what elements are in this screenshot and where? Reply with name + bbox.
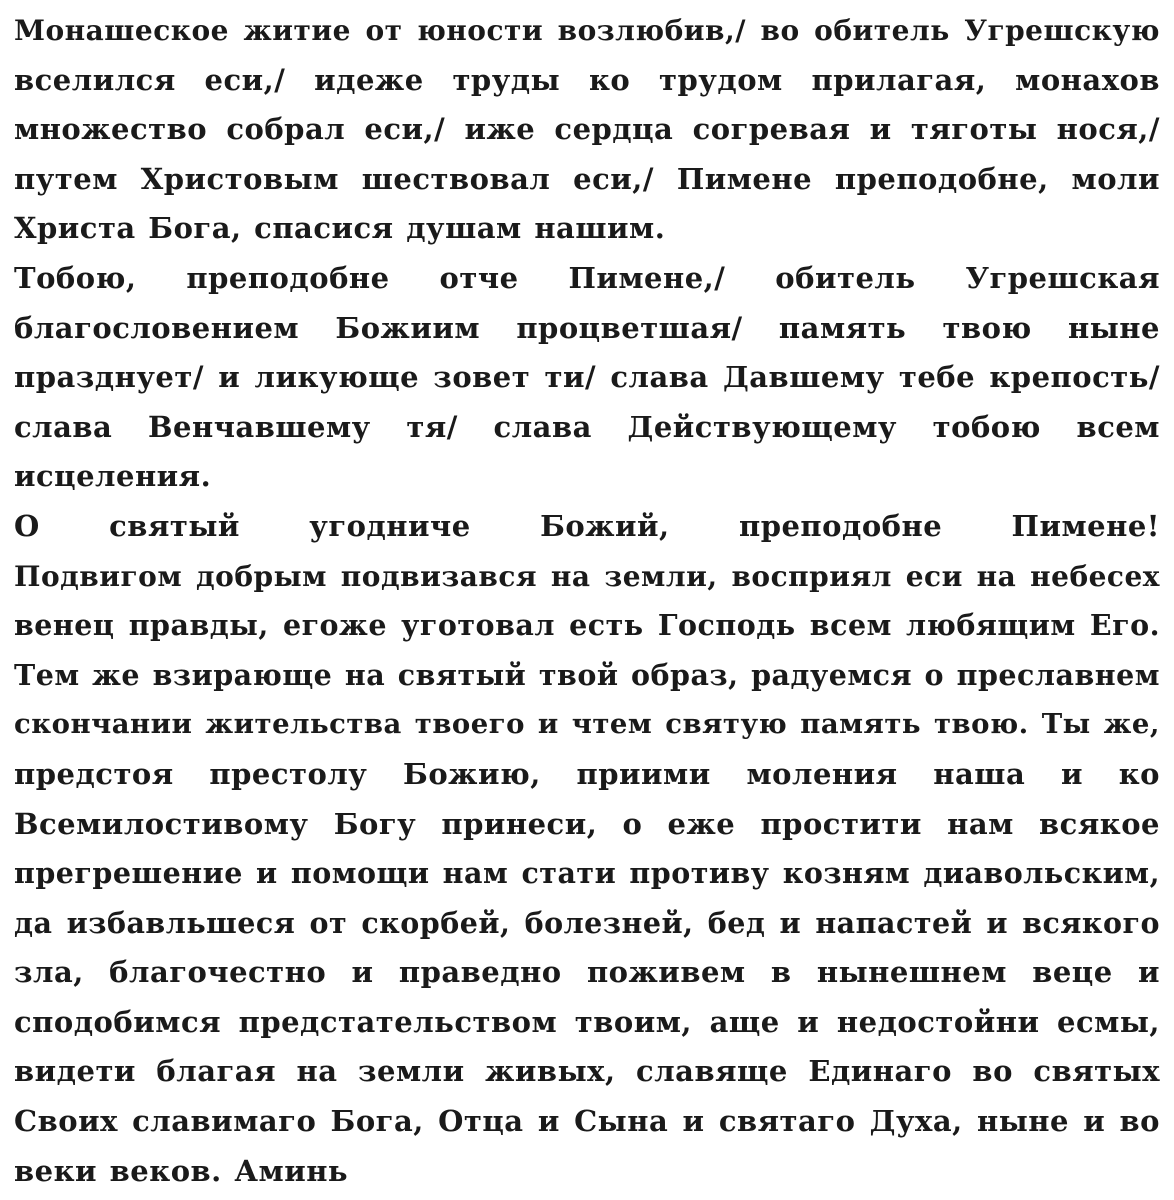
text-line: прегрешение и помощи нам стати противу козням диавольским, xyxy=(14,856,1160,891)
text-line: множество собрал еси,/ иже сердца согревая и тяготы нося,/ xyxy=(14,112,1160,147)
text-line: Подвигом добрым подвизався на земли, восприял еси на небесех xyxy=(14,559,1160,593)
prayer-paragraph xyxy=(14,502,1160,1196)
text-line: путем Христовым шествовал еси,/ Пимене преподобне, моли xyxy=(14,161,1160,196)
text-line: слава Венчавшему тя/ слава Действующему тобою всем xyxy=(14,409,1160,444)
text-line: да избавльшеся от скорбей, болезней, бед и напастей и всякого xyxy=(14,905,1160,940)
text-line: празднует/ и ликующе зовет ти/ слава Давшему тебе крепость/ xyxy=(14,360,1160,395)
text-line: Монашеское житие от юности возлюбив,/ во обитель Угрешскую xyxy=(14,14,1160,47)
text-line: венец правды, егоже уготовал есть Господь всем любящим Его. xyxy=(14,608,1160,643)
text-line: сподобимся предстательством твоим, аще и недостойни есмы, xyxy=(14,1004,1160,1039)
text-line: Своих славимаго Бога, Отца и Сына и святаго Духа, ныне и во xyxy=(14,1104,1160,1139)
text-line: О святый угодниче Божий, преподобне Пимене! xyxy=(14,508,1160,543)
text-line: скончании жительства твоего и чтем святую память твою. Ты же, xyxy=(14,708,1160,741)
text-line: исцеления. xyxy=(14,459,212,494)
text-line: Тем же взирающе на святый твой образ, радуемся о преславнем xyxy=(14,657,1160,692)
text-line: предстоя престолу Божию, приими моления наша и ко xyxy=(14,756,1160,791)
text-line: Христа Бога, спасися душам нашим. xyxy=(14,211,666,246)
text-line: Тобою, преподобне отче Пимене,/ обитель Угрешская xyxy=(14,260,1160,295)
text-line: Всемилостивому Богу принеси, о еже простити нам всякое xyxy=(14,806,1160,841)
text-line: благословением Божиим процветшая/ память твою ныне xyxy=(14,310,1160,345)
text-line: вселился еси,/ идеже труды ко трудом прилагая, монахов xyxy=(14,62,1160,97)
text-line: видети благая на земли живых, славяще Единаго во святых xyxy=(14,1054,1160,1089)
text-line: зла, благочестно и праведно поживем в нынешнем веце и xyxy=(14,955,1160,990)
kontakion-paragraph xyxy=(14,254,1160,502)
text-line: веки веков. Аминь xyxy=(14,1153,349,1188)
troparion-paragraph xyxy=(14,6,1160,254)
